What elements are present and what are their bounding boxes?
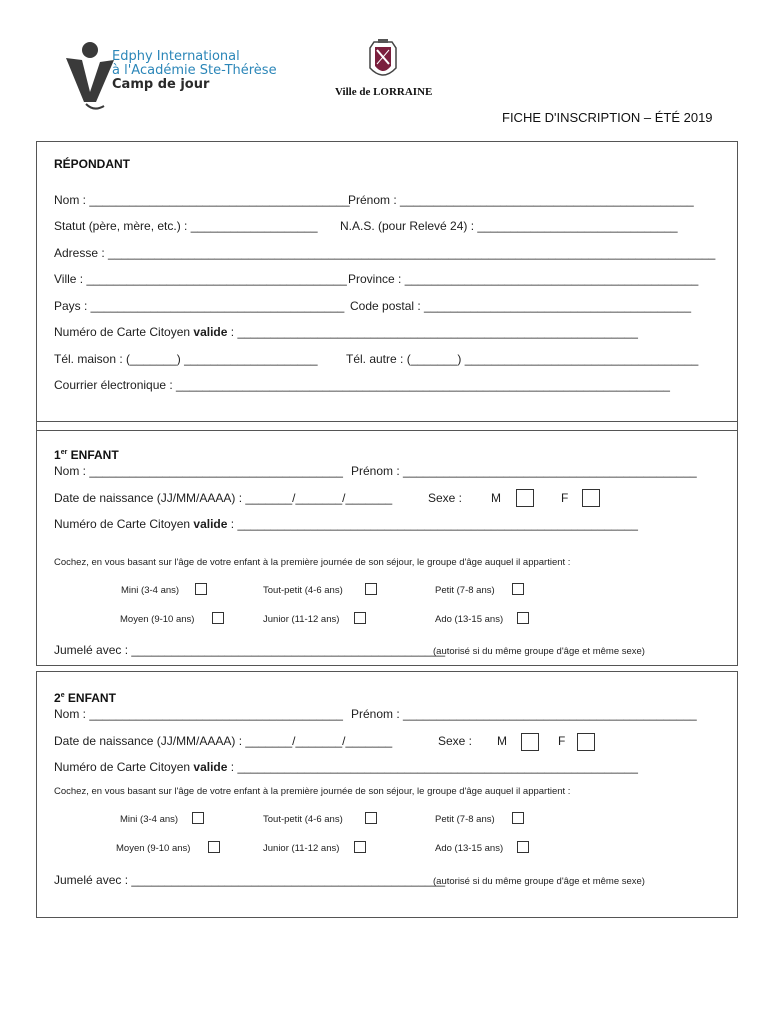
- enfant1-mini-label: Mini (3-4 ans): [121, 585, 180, 596]
- enfant1-petit-checkbox[interactable]: [512, 583, 524, 595]
- repondant-ville-field[interactable]: Ville : _______________________________________: [54, 272, 347, 286]
- repondant-statut-field[interactable]: Statut (père, mère, etc.) : ___________________: [54, 219, 318, 233]
- repondant-courriel-field[interactable]: Courrier électronique : __________________________________________________________________________: [54, 378, 670, 392]
- repondant-prenom-field[interactable]: Prénom : ____________________________________________: [348, 193, 694, 207]
- enfant1-mini-checkbox[interactable]: [195, 583, 207, 595]
- enfant2-moyen-label: Moyen (9-10 ans): [116, 843, 191, 854]
- enfant1-junior-label: Junior (11-12 ans): [263, 614, 340, 625]
- enfant1-jumele-note: (autorisé si du même groupe d'âge et même sexe): [433, 646, 645, 657]
- camp-logo-mark-icon: [60, 40, 120, 112]
- org-line-2: à l'Académie Ste-Thérèse: [112, 63, 277, 78]
- enfant2-jumele-note: (autorisé si du même groupe d'âge et même sexe): [433, 876, 645, 887]
- enfant2-junior-label: Junior (11-12 ans): [263, 843, 340, 854]
- enfant2-instruction: Cochez, en vous basant sur l'âge de votre enfant à la première journée de son séjour, le groupe d'âge auquel il appartient :: [54, 786, 571, 797]
- repondant-heading: RÉPONDANT: [54, 157, 131, 171]
- repondant-pays-field[interactable]: Pays : ______________________________________: [54, 299, 345, 313]
- repondant-nas-field[interactable]: N.A.S. (pour Relevé 24) : ______________________________: [340, 219, 678, 233]
- repondant-tel-autre-field[interactable]: Tél. autre : (_______) ___________________________________: [346, 352, 699, 366]
- enfant1-instruction: Cochez, en vous basant sur l'âge de votre enfant à la première journée de son séjour, le groupe d'âge auquel il appartient :: [54, 557, 571, 568]
- repondant-province-field[interactable]: Province : ____________________________________________: [348, 272, 699, 286]
- carte-line: : ____________________________________________________________: [227, 325, 638, 339]
- city-label: Ville de LORRAINE: [335, 86, 433, 98]
- org-name: [112, 50, 277, 92]
- enfant2-heading: 2e ENFANT: [54, 691, 116, 705]
- enfant2-f-label: F: [558, 734, 566, 748]
- enfant1-tout-petit-label: Tout-petit (4-6 ans): [263, 585, 343, 596]
- enfant1-m-checkbox[interactable]: [516, 489, 534, 507]
- enfant2-m-checkbox[interactable]: [521, 733, 539, 751]
- page-title: FICHE D'INSCRIPTION – ÉTÉ 2019: [502, 110, 713, 125]
- repondant-code-postal-field[interactable]: Code postal : ________________________________________: [350, 299, 691, 313]
- enfant2-m-label: M: [497, 734, 507, 748]
- repondant-tel-maison-field[interactable]: Tél. maison : (_______) ____________________: [54, 352, 318, 366]
- enfant1-ado-checkbox[interactable]: [517, 612, 529, 624]
- enfant2-tout-petit-label: Tout-petit (4-6 ans): [263, 814, 343, 825]
- enfant1-prenom-field[interactable]: Prénom : ____________________________________________: [351, 464, 697, 478]
- repondant-carte-citoyen-field[interactable]: [54, 325, 638, 339]
- enfant2-petit-checkbox[interactable]: [512, 812, 524, 824]
- enfant1-carte-citoyen-field[interactable]: Numéro de Carte Citoyen valide : ____________________________________________________________: [54, 517, 638, 531]
- enfant2-jumele-field[interactable]: Jumelé avec : _______________________________________________: [54, 873, 446, 887]
- enfant2-ado-checkbox[interactable]: [517, 841, 529, 853]
- enfant1-petit-label: Petit (7-8 ans): [435, 585, 495, 596]
- carte-valide: valide: [193, 325, 228, 339]
- enfant2-mini-checkbox[interactable]: [192, 812, 204, 824]
- carte-label: Numéro de Carte Citoyen: [54, 325, 194, 339]
- enfant2-f-checkbox[interactable]: [577, 733, 595, 751]
- enfant1-ado-label: Ado (13-15 ans): [435, 614, 504, 625]
- enfant2-carte-citoyen-field[interactable]: Numéro de Carte Citoyen valide : ____________________________________________________________: [54, 760, 638, 774]
- enfant1-f-checkbox[interactable]: [582, 489, 600, 507]
- org-line-1: Edphy International: [112, 49, 240, 64]
- enfant1-sexe-label: Sexe :: [428, 491, 463, 505]
- repondant-adresse-field[interactable]: Adresse : ___________________________________________________________________________________________: [54, 246, 716, 260]
- enfant1-junior-checkbox[interactable]: [354, 612, 366, 624]
- enfant2-mini-label: Mini (3-4 ans): [120, 814, 179, 825]
- enfant2-moyen-checkbox[interactable]: [208, 841, 220, 853]
- enfant1-heading: 1er ENFANT: [54, 448, 119, 462]
- lorraine-crest-icon: [366, 38, 400, 84]
- enfant2-naissance-field[interactable]: Date de naissance (JJ/MM/AAAA) : _______/_______/_______: [54, 734, 393, 748]
- enfant1-jumele-field[interactable]: Jumelé avec : _______________________________________________: [54, 643, 446, 657]
- enfant1-f-label: F: [561, 491, 569, 505]
- enfant1-naissance-field[interactable]: Date de naissance (JJ/MM/AAAA) : _______/_______/_______: [54, 491, 393, 505]
- enfant1-nom-field[interactable]: Nom : ______________________________________: [54, 464, 343, 478]
- enfant2-tout-petit-checkbox[interactable]: [365, 812, 377, 824]
- enfant2-nom-field[interactable]: Nom : ______________________________________: [54, 707, 343, 721]
- enfant2-prenom-field[interactable]: Prénom : ____________________________________________: [351, 707, 697, 721]
- enfant1-tout-petit-checkbox[interactable]: [365, 583, 377, 595]
- enfant1-moyen-label: Moyen (9-10 ans): [120, 614, 195, 625]
- repondant-nom-field[interactable]: Nom : _______________________________________: [54, 193, 350, 207]
- enfant1-section: [36, 421, 738, 666]
- enfant2-sexe-label: Sexe :: [438, 734, 473, 748]
- enfant1-moyen-checkbox[interactable]: [212, 612, 224, 624]
- org-line-3: Camp de jour: [112, 77, 210, 92]
- enfant2-ado-label: Ado (13-15 ans): [435, 843, 504, 854]
- enfant2-petit-label: Petit (7-8 ans): [435, 814, 495, 825]
- enfant2-junior-checkbox[interactable]: [354, 841, 366, 853]
- enfant1-m-label: M: [491, 491, 501, 505]
- edphy-logo: [60, 40, 120, 112]
